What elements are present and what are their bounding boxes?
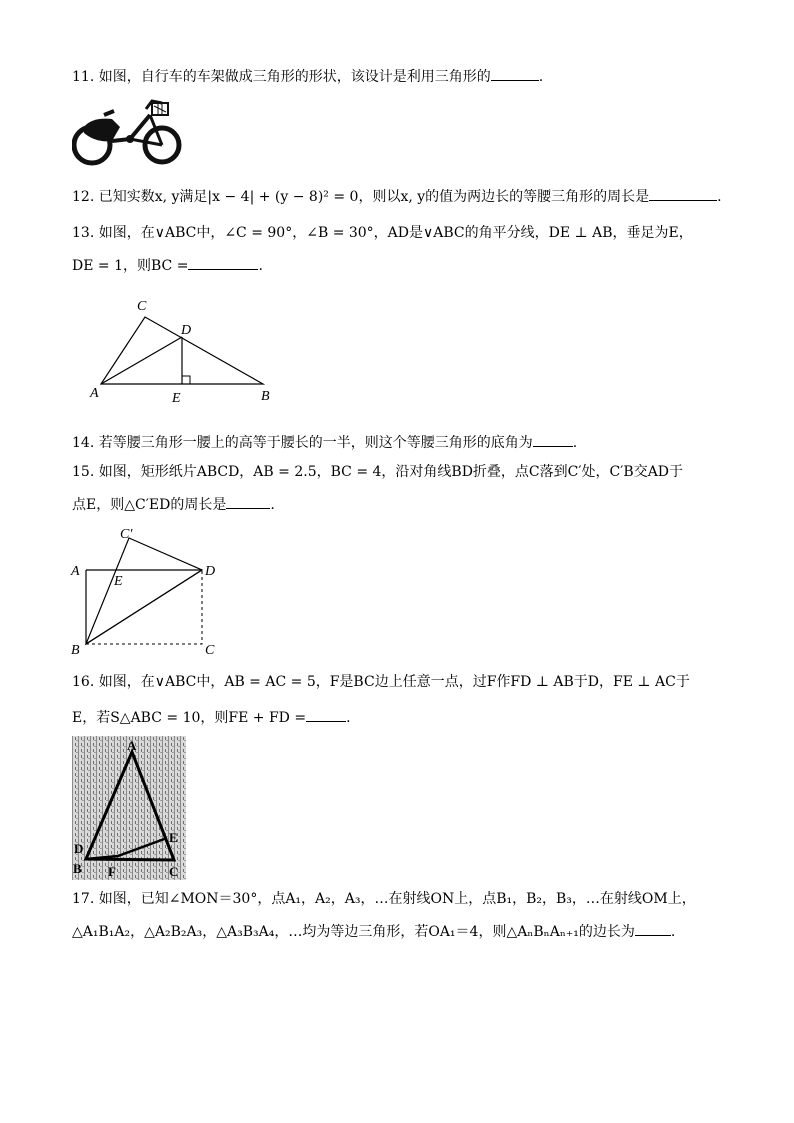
answer-blank[interactable] xyxy=(491,66,539,81)
answer-blank[interactable] xyxy=(635,921,671,936)
question-12-text: 12. 已知实数x, y满足|x − 4| + (y − 8)² = 0，则以x, y的值为两边长的等腰三角形的周长是 xyxy=(72,189,650,205)
question-11-text: 11. 如图，自行车的车架做成三角形的形状，该设计是利用三角形的 xyxy=(72,69,491,85)
answer-blank[interactable] xyxy=(226,494,270,509)
label-E: E xyxy=(172,391,181,406)
label-A: A xyxy=(71,564,80,579)
question-14: 14. 若等腰三角形一腰上的高等于腰长的一半，则这个等腰三角形的底角为 . xyxy=(72,432,577,453)
bicycle-image xyxy=(72,97,184,167)
triangle-figure-16-scan xyxy=(72,736,186,880)
question-15-line-2: 点E，则△C′ED的周长是 . xyxy=(72,494,275,515)
triangle-figure-13 xyxy=(88,294,278,406)
question-15-line-1: 15. 如图，矩形纸片ABCD，AB = 2.5，BC = 4，沿对角线BD折叠，点C落到C′处，C′B交AD于 xyxy=(72,464,684,480)
label-C: C xyxy=(137,299,147,314)
answer-blank[interactable] xyxy=(306,707,346,722)
answer-blank[interactable] xyxy=(649,186,717,201)
question-13-line-1: 13. 如图，在∨ABC中，∠C = 90°，∠B = 30°，AD是∨ABC的角平分线，DE ⊥ AB，垂足为E， xyxy=(72,225,693,241)
question-16-line-2: E，若S△ABC = 10，则FE + FD = . xyxy=(72,707,351,728)
answer-blank[interactable] xyxy=(533,432,573,447)
rectangle-fold-figure-15 xyxy=(68,522,224,658)
label-A: A xyxy=(90,386,99,401)
answer-blank[interactable] xyxy=(188,255,258,270)
label-A: A xyxy=(127,738,137,753)
question-16-line-1: 16. 如图，在∨ABC中，AB = AC = 5，F是BC边上任意一点，过F作FD ⊥ AB于D，FE ⊥ AC于 xyxy=(72,674,690,690)
label-C-prime: C′ xyxy=(120,527,133,542)
label-C: C xyxy=(205,643,215,658)
label-B: B xyxy=(73,861,82,876)
label-F: F xyxy=(108,864,116,879)
label-E: E xyxy=(114,574,123,589)
label-B: B xyxy=(71,643,80,658)
question-12: 12. 已知实数x, y满足|x − 4| + (y − 8)² = 0，则以x, y的值为两边长的等腰三角形的周长是 . xyxy=(72,186,722,207)
question-17-line-2: △A₁B₁A₂，△A₂B₂A₃，△A₃B₃A₄，…均为等边三角形，若OA₁＝4，则△AₙBₙAₙ₊₁的边长为 . xyxy=(72,921,675,942)
label-B: B xyxy=(261,389,270,404)
label-D: D xyxy=(74,841,84,856)
label-D: D xyxy=(181,323,192,338)
question-13-line-2: DE = 1，则BC = . xyxy=(72,255,263,276)
label-C: C xyxy=(169,864,179,879)
label-D: D xyxy=(205,564,216,579)
question-11: 11. 如图，自行车的车架做成三角形的形状，该设计是利用三角形的 . xyxy=(72,66,543,87)
question-17-line-1: 17. 如图，已知∠MON＝30°，点A₁，A₂，A₃，…在射线ON上，点B₁，B₂，B₃，…在射线OM上， xyxy=(72,891,696,907)
question-14-text: 14. 若等腰三角形一腰上的高等于腰长的一半，则这个等腰三角形的底角为 xyxy=(72,435,533,451)
label-E: E xyxy=(169,830,178,845)
